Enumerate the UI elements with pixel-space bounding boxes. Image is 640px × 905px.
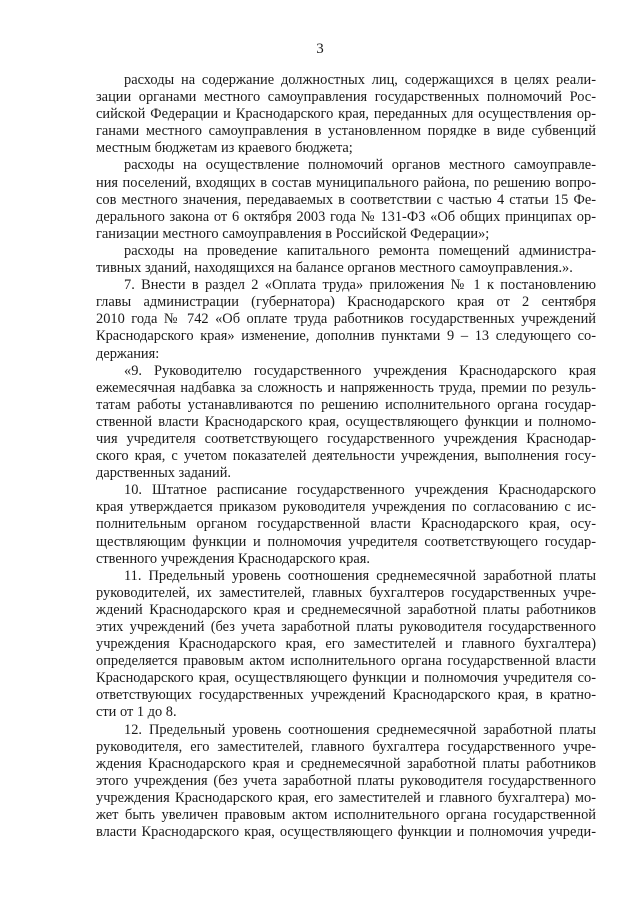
paragraph-line: местным бюджетам из краевого бюджета; bbox=[96, 140, 353, 157]
paragraph-line: ского края, с учетом показателей деятельности учреждения, выполнения госу- bbox=[96, 448, 596, 465]
paragraph-line: ежемесячная надбавка за сложность и напряженность труда, премии по резуль- bbox=[96, 379, 596, 396]
paragraph-line: дарственных заданий. bbox=[96, 465, 232, 482]
paragraph bbox=[96, 363, 596, 483]
paragraph-line: держания: bbox=[96, 345, 160, 362]
paragraph-line: Краснодарского края, осуществляющего функции и полномочия учредителя со- bbox=[96, 670, 596, 687]
paragraph-line: зации органами местного самоуправления государственных полномочий Рос- bbox=[96, 89, 596, 106]
paragraph bbox=[96, 722, 596, 842]
paragraph-line: ганизации местного самоуправления в Российской Федерации»; bbox=[96, 225, 490, 242]
paragraph bbox=[96, 72, 596, 157]
paragraph-line: ответствующих государственных учреждений Краснодарского края, в кратно- bbox=[96, 687, 596, 704]
paragraph-line: определяется правовым актом исполнительного органа государственной власти bbox=[96, 653, 596, 670]
paragraph-line: руководителей, их заместителей, главных бухгалтеров государственных учре- bbox=[96, 584, 596, 601]
paragraph bbox=[96, 568, 596, 722]
paragraph-line: расходы на осуществление полномочий органов местного самоуправле- bbox=[124, 157, 596, 174]
paragraph-line: власти Краснодарского края, осуществляющего функции и полномочия учреди- bbox=[96, 824, 596, 841]
paragraph-line: 10. Штатное расписание государственного учреждения Краснодарского bbox=[124, 482, 596, 499]
paragraph-line: учреждения Краснодарского края, его заместителей и главного бухгалтера) мо- bbox=[96, 789, 596, 806]
paragraph-line: татам работы устанавливаются по решению исполнительного органа государ- bbox=[96, 396, 596, 413]
paragraph-line: 2010 года № 742 «Об оплате труда работников государственных учреждений bbox=[96, 311, 596, 328]
paragraph-line: края утверждается приказом руководителя учреждения по согласованию с ис- bbox=[96, 499, 596, 516]
paragraph bbox=[96, 482, 596, 567]
paragraph-line: этого учреждения (без учета заработной платы руководителя государственного bbox=[96, 772, 596, 789]
paragraph-line: главы администрации (губернатора) Краснодарского края от 2 сентября bbox=[96, 294, 596, 311]
paragraph bbox=[96, 243, 596, 277]
paragraph-line: руководителя, его заместителей, главного бухгалтера государственного учре- bbox=[96, 738, 596, 755]
paragraph-line: тивных зданий, находящихся на балансе органов местного самоуправления.». bbox=[96, 260, 573, 277]
document-body bbox=[96, 72, 596, 841]
paragraph-line: ганами местного самоуправления в установленном порядке в виде субвенций bbox=[96, 123, 596, 140]
paragraph-line: ственного учреждения Краснодарского края. bbox=[96, 550, 370, 567]
paragraph bbox=[96, 277, 596, 362]
paragraph-line: ществляющим функции и полномочия учредителя соответствующего государ- bbox=[96, 533, 596, 550]
page-number: 3 bbox=[316, 41, 324, 57]
paragraph-line: сти от 1 до 8. bbox=[96, 704, 177, 721]
paragraph-line: ждения Краснодарского края и среднемесячной заработной платы работников bbox=[96, 755, 596, 772]
paragraph-line: ждений Краснодарского края и среднемесячной заработной платы работников bbox=[96, 601, 596, 618]
paragraph-line: этих учреждений (без учета заработной платы руководителя государственного bbox=[96, 619, 596, 635]
paragraph-line: чия учредителя соответствующего государственного учреждения Краснодар- bbox=[96, 430, 596, 447]
paragraph-line: жет быть увеличен правовым актом исполнительного органа государственной bbox=[96, 807, 596, 824]
paragraph-line: 12. Предельный уровень соотношения среднемесячной заработной платы bbox=[124, 721, 596, 738]
paragraph-line: дерального закона от 6 октября 2003 года № 131-ФЗ «Об общих принципах ор- bbox=[96, 208, 596, 225]
paragraph-line: учреждения Краснодарского края, его заместителей и главного бухгалтера) bbox=[96, 636, 596, 653]
paragraph-line: полнительным органом государственной власти Краснодарского края, осу- bbox=[96, 516, 596, 533]
paragraph-line: сов местного значения, передаваемых в соответствии с частью 4 статьи 15 Фе- bbox=[96, 191, 596, 208]
paragraph-line: Краснодарского края» изменение, дополнив пунктами 9 – 13 следующего со- bbox=[96, 328, 596, 345]
paragraph-line: ственной власти Краснодарского края, осуществляющего функции и полномо- bbox=[96, 413, 596, 430]
paragraph-line: 7. Внести в раздел 2 «Оплата труда» приложения № 1 к постановлению bbox=[124, 277, 596, 294]
paragraph-line: расходы на проведение капитального ремонта помещений администра- bbox=[124, 242, 596, 259]
paragraph-line: сийской Федерации и Краснодарского края, переданных для осуществления ор- bbox=[96, 106, 596, 123]
paragraph-line: «9. Руководителю государственного учреждения Краснодарского края bbox=[124, 362, 596, 379]
paragraph-line: ния поселений, входящих в состав муниципального района, по решению вопро- bbox=[96, 174, 596, 191]
paragraph bbox=[96, 157, 596, 242]
paragraph-line: 11. Предельный уровень соотношения среднемесячной заработной платы bbox=[124, 567, 596, 584]
paragraph-line: расходы на содержание должностных лиц, содержащихся в целях реали- bbox=[124, 72, 596, 88]
